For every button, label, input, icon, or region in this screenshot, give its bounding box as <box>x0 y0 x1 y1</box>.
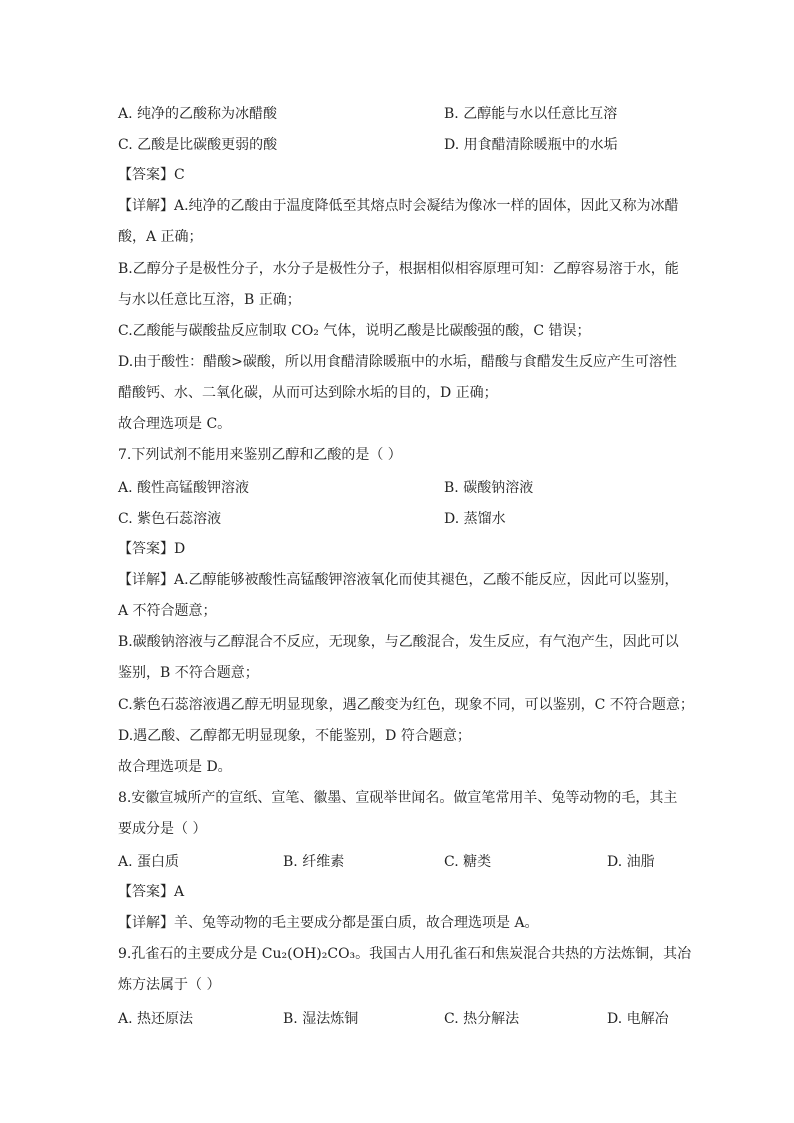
q6-options-row-2 <box>118 134 678 154</box>
q6-detail-line: 故合理选项是 C。 <box>118 416 232 432</box>
q8-detail-line: 【详解】羊、兔等动物的毛主要成分都是蛋白质，故合理选项是 A。 <box>118 915 539 931</box>
q7-options-row-1 <box>118 477 678 497</box>
q7-detail-line: A 不符合题意； <box>118 603 217 619</box>
q7-stem: 7.下列试剂不能用来鉴别乙醇和乙酸的是（ ） <box>118 447 402 463</box>
q6-detail-line: 【详解】A.纯净的乙酸由于温度降低至其熔点时会凝结为像冰一样的固体，因此又称为冰醋 <box>118 198 679 214</box>
q9-option-a: A. 热还原法 <box>118 1011 194 1027</box>
q7-detail-line: 【详解】A.乙醇能够被酸性高锰酸钾溶液氧化而使其褪色，乙酸不能反应，因此可以鉴别， <box>118 572 679 588</box>
q6-options-row-1 <box>118 103 678 123</box>
q6-option-d: D. 用食醋清除暖瓶中的水垢 <box>444 137 618 153</box>
q7-detail-line: D.遇乙酸、乙醇都无明显现象，不能鉴别，D 符合题意； <box>118 728 471 744</box>
q6-option-c: C. 乙酸是比碳酸更弱的酸 <box>118 137 278 153</box>
q6-detail-line: D.由于酸性：醋酸>碳酸，所以用食醋清除暖瓶中的水垢，醋酸与食醋发生反应产生可溶性 <box>118 354 677 370</box>
q9-option-c: C. 热分解法 <box>444 1011 520 1027</box>
q7-options-row-2 <box>118 508 678 528</box>
q9-option-d: D. 电解冶 <box>607 1011 669 1027</box>
q9-options-row <box>118 1008 678 1028</box>
q8-stem-line: 8.安徽宣城所产的宣纸、宣笔、徽墨、宣砚举世闻名。做宣笔常用羊、兔等动物的毛，其主 <box>118 790 678 806</box>
q6-detail-line: 与水以任意比互溶，B 正确； <box>118 292 301 308</box>
q9-stem-line: 9.孔雀石的主要成分是 Cu₂(OH)₂CO₃。我国古人用孔雀石和焦炭混合共热的方法炼铜，其冶 <box>118 946 692 962</box>
q7-detail-line: 鉴别，B 不符合题意； <box>118 665 259 681</box>
q7-option-d: D. 蒸馏水 <box>444 511 506 527</box>
q7-option-b: B. 碳酸钠溶液 <box>444 480 534 496</box>
q8-option-b: B. 纤维素 <box>283 854 345 870</box>
q6-answer: 【答案】C <box>118 167 185 183</box>
q6-option-a: A. 纯净的乙酸称为冰醋酸 <box>118 106 278 122</box>
q6-option-b: B. 乙醇能与水以任意比互溶 <box>444 106 618 122</box>
q8-answer: 【答案】A <box>118 884 185 900</box>
q9-stem-line: 炼方法属于（ ） <box>118 977 221 993</box>
q7-detail-line: 故合理选项是 D。 <box>118 759 232 775</box>
q9-option-b: B. 湿法炼铜 <box>283 1011 359 1027</box>
q7-detail-line: C.紫色石蕊溶液遇乙醇无明显现象，遇乙酸变为红色，现象不同，可以鉴别，C 不符合题意； <box>118 697 694 713</box>
q7-answer: 【答案】D <box>118 541 186 557</box>
q7-detail-line: B.碳酸钠溶液与乙醇混合不反应，无现象，与乙酸混合，发生反应，有气泡产生，因此可以 <box>118 634 679 650</box>
q6-detail-line: 醋酸钙、水、二氧化碳，从而可达到除水垢的目的，D 正确； <box>118 385 498 401</box>
q8-option-d: D. 油脂 <box>607 854 655 870</box>
q8-stem-line: 要成分是（ ） <box>118 821 207 837</box>
q8-option-a: A. 蛋白质 <box>118 854 180 870</box>
q8-options-row <box>118 851 678 871</box>
q6-detail-line: 酸，A 正确； <box>118 229 203 245</box>
q7-option-a: A. 酸性高锰酸钾溶液 <box>118 480 250 496</box>
q8-option-c: C. 糖类 <box>444 854 492 870</box>
q7-option-c: C. 紫色石蕊溶液 <box>118 511 222 527</box>
q6-detail-line: B.乙醇分子是极性分子，水分子是极性分子，根据相似相容原理可知：乙醇容易溶于水，能 <box>118 261 679 277</box>
q6-detail-line: C.乙酸能与碳酸盐反应制取 CO₂ 气体，说明乙酸是比碳酸强的酸，C 错误； <box>118 323 591 339</box>
